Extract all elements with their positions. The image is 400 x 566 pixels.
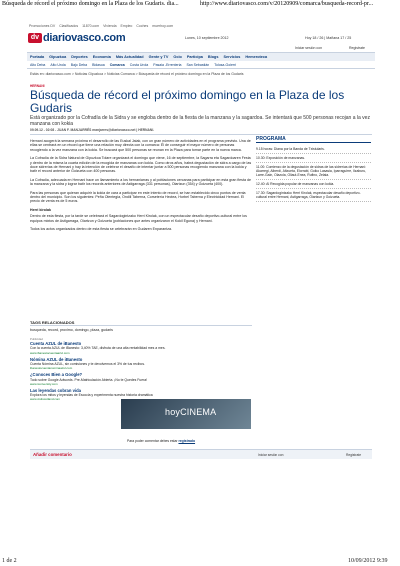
article-paragraph: Todos los actos organizados dentro de esta fiesta se celebrarán en Gudaren Enparantza. [30,227,173,232]
subnav-item[interactable]: San Sebastián [186,62,210,67]
weather-info: Hoy 18 / 26 | Mañana 17 / 25 [305,36,352,40]
nav-item-mas-actualidad[interactable]: Más Actualidad [115,55,144,59]
programa-item: 11.00: Comienzo de la degustación de sidras de las sidrerías de Hernani: Akarregi, Alberdi, Altzueta, Elorrabi, Goiko Lasasia, Iparraguirre, Ilzaburu, Larre-Gain, Olazola, Oliaut-Enea, Rufino, Zelaia. [256,163,371,180]
comment-note [127,439,195,443]
article-paragraph: La Cofradía, adecuada en Hernani hace un llamamiento a los hernaniarras y al poblaciones cercanas para participar en esta gran fiesta de la manzana y la sidra y lograr batir los records anteriores de Astigarraga (331 personas), Oiartzun (354) y Goizueta (400). [30,177,251,187]
nav-item-hemeroteca[interactable]: Hemeroteca [245,55,268,59]
ad-item[interactable] [30,373,252,386]
related-tags-list[interactable]: busqueda, record, proximo, domingo, plaza, gudaris [30,328,113,333]
subnav-item[interactable]: Pasaia -Errenteria [153,62,182,67]
promo-links [29,22,375,30]
login-link[interactable]: Iniciar sesión con [295,46,323,50]
ad-text: Cuenta Nómina AZUL, sin comisiones y te devolvemos el 3% de tus recibos. [30,362,145,367]
subnav-item[interactable]: Tolosa-Goierri [214,62,237,67]
ad-url[interactable]: www.ibanestocuentaazul.com [30,350,70,355]
article-subheading: Herri kirolak [30,207,51,212]
nav-item-deportes[interactable]: Deportes [71,55,88,59]
nav-item-participa[interactable]: Participa [186,55,203,59]
logo-badge: dv [28,33,42,43]
comment-note-text: Para poder comentar debes estar [127,439,178,443]
subnav-item[interactable]: Alto Deba [30,62,46,67]
ad-text: Con la cuenta AZUL de iBanesto: 3,40% TAE, disfruta de una alta rentabilidad mes a mes. [30,346,166,351]
comment-register-button[interactable]: Registrate [346,453,362,457]
ad-item[interactable] [30,358,252,371]
article-body [30,139,252,236]
ad-url[interactable]: ibanestocuentanominaazul.com [30,366,73,371]
promo-link[interactable]: Vivienda [103,24,117,28]
programa-box [256,137,371,202]
ads-label: Publicidad [30,337,43,341]
promo-link[interactable]: Empleo [120,24,133,28]
print-page-count: 1 de 2 [2,558,17,564]
nav-item-gipuzkoa[interactable]: Gipuzkoa [49,55,67,59]
add-comment-button[interactable]: Añadir comentario [33,452,72,457]
article-subtitle: Está organizado por la Cofradía de la Sidra y se engloba dentro de la fiesta de la manzana y la sagardoa. Se intentará que 500 personas recojan a la vez manzana con kokia [30,115,370,127]
print-header [0,0,400,10]
ads-block [30,337,252,405]
logo-text: diariovasco.com [43,32,126,44]
related-tags [30,321,252,333]
ad-item[interactable] [30,342,252,355]
programa-item: 17.30: Sagardogintzako Herri Kirolak, espectacular desafío deportivo-cultural entre Hernani, Astigarraga, Oiartzun y Goizueta. [256,189,371,202]
nav-item-blogs[interactable]: Blogs [207,55,219,59]
print-timestamp: 10/09/2012 9:39 [348,558,388,564]
programa-title: PROGRAMA [256,137,371,143]
hoycinema-banner[interactable] [121,399,251,429]
hoycinema-logo: hoyCINEMA [165,407,217,417]
breadcrumb[interactable]: Estás en: diariovasco.com > Noticias Gipuzkoa > Noticias Comarca > Búsqueda de récord el próximo domingo en la Plaza de los Gudaris [30,72,244,76]
ad-title[interactable]: Nómina AZUL de iBanesto [30,356,83,362]
print-title: Búsqueda de récord el próximo domingo en la Plaza de los Gudaris. dia... [2,1,179,7]
article-paragraph: Dentro de esta fiesta, por la tarde se celebrará el Sagardogintzako Herri Kirolak, con un espectacular desafío deportivo-cultural entre los equipos mixtos de Astigarraga, Oiartzun y Goizueta (poblaciones que antes organizaron el Kokil Eguna) y Hernani. [30,214,247,223]
article-title: Búsqueda de récord el próximo domingo en la Plaza de los Gudaris [30,88,345,115]
nav-item-gente-tv[interactable]: Gente y TV [148,55,169,59]
comment-register-link[interactable]: registrado [178,439,196,443]
sub-nav [27,61,375,69]
subnav-item[interactable]: Alto Urola [50,62,66,67]
masthead [27,30,375,52]
promo-link[interactable]: Promociones DV [29,24,56,28]
related-tags-title: TAGS RELACIONADOS [30,321,252,326]
ad-url[interactable]: www.visitscotland.com [30,397,61,402]
nav-item-servicios[interactable]: Servicios [223,55,241,59]
main-nav [27,52,375,61]
promo-link[interactable]: muerhoy.com [152,24,174,28]
article-paragraph: Hernani acogerá la semana próxima el desarrollo de las Euskal Jaiak, con un gran número de actividades en el programa previsto. Una de ellas se centrará en un récord que tiene una relación muy directa con la comarca: Él de conseguir el mayor número de personas recogiendo a la vez manzana con la kokia. Se buscará que 500 personas se reunan en la Plaza para tomar parte en la nueva marca. [30,139,251,152]
print-url: http://www.diariovasco.com/v/20120909/comarca/busqueda-record-pr... [200,1,374,7]
section-tag: HERNANI [30,84,45,88]
programa-item: 9.15 horas: Diana por la Banda de Txistularis. [256,145,371,154]
promo-link[interactable]: 11870.com [82,24,100,28]
subnav-item-active[interactable]: Comarca [109,62,125,67]
register-link[interactable]: Registrate [349,46,365,50]
page [27,22,375,457]
ad-title[interactable]: Cuenta AZUL de iBanesto [30,341,82,347]
current-date: Lunes, 10 septiembre 2012 [185,36,229,40]
nav-item-portada[interactable]: Portada [30,55,45,59]
subnav-item[interactable]: Bajo Deba [70,62,88,67]
ad-text: Todo sobre Google Adwords. Pre-Matriculación Abierta. ¡No te Quedes Fuera! [30,377,148,382]
programa-item: 12.40: Al Recogida popular de manzanas con kokia. [256,180,371,189]
subnav-item[interactable]: Costa Urola [129,62,149,67]
promo-link[interactable]: Clasificados [59,24,79,28]
ad-title[interactable]: Las leyendas cobran vida [30,388,81,394]
site-logo[interactable] [28,32,125,44]
divider [30,134,372,135]
nav-item-economia[interactable]: Economía [92,55,111,59]
promo-link[interactable]: Coches [136,24,149,28]
ad-url[interactable]: www.iconversity.com [30,381,58,386]
ad-text: Explora los mitos y leyendas de Escocia y experimenta nuestra historia dramática [30,393,153,398]
programa-item: 10.30: Exposición de manzanas. [256,154,371,163]
article-paragraph: Para las personas que quieran adquirir la kokia de cara a participar en este intento de record, se han establecido cinco puntos de venta dentro del municipio. Son los siguientes: Peña Olentegia, Ondili Taberna, Corsetería Hectea, Horbel Taberna y Electricidad Hernani. El precio de venta es de 5 euros. [30,190,246,204]
ad-title[interactable]: ¿Conoces Bien a Google? [30,372,83,378]
comment-bar [30,449,372,459]
article-paragraph: La Cofradía de la Sidra Natural de Gipuzkoa Tolare organizará el domingo que viene, 16 de septiembre, la Sagarra eta Sagardoaren Festa y dentro de la misma la cuarta edición de la recogida de manzanas con kokia. Como otros años, habrá degustación de sidra a cargo de las doce sidrerías de Hernani y hay la intención de celebrar el desafío de intentar juntar a 500 personas recogiendo manzana con la kokia y batir el record anterior de Goizueta con 400 personas. [30,156,252,174]
article-byline: 09.09.12 - 02:08 - JUAN F. MANJARRÉS manjarres@diariovasco.net | HERNANI. [30,128,155,132]
subnav-item[interactable]: Bidasoa [92,62,105,67]
comment-login-link[interactable]: Iniciar sesión con [258,453,284,457]
nav-item-ocio[interactable]: Ocio [173,55,182,59]
